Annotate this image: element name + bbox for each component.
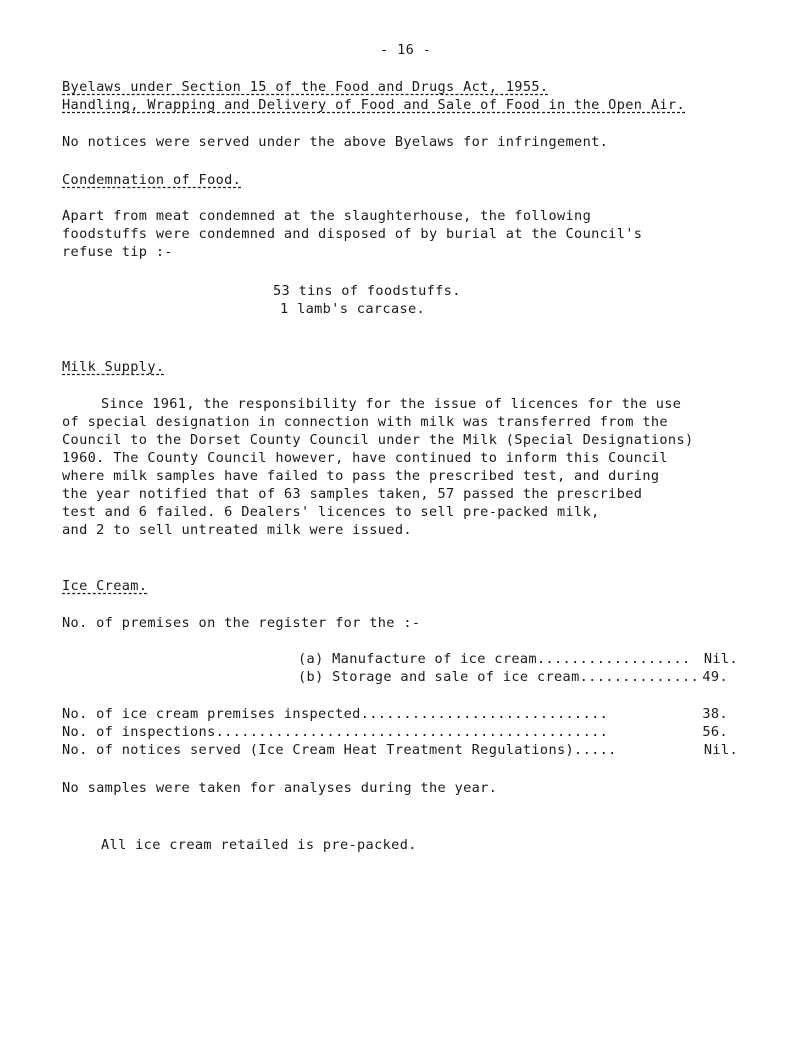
page-number: - 16 - [380,42,432,58]
register-value: Nil. [703,651,738,667]
register-intro: No. of premises on the register for the :- [62,615,421,631]
milk-para-line: test and 6 failed. 6 Dealers' licences to sell pre-packed milk, [62,504,600,520]
milk-para-line: and 2 to sell untreated milk were issued. [62,522,412,538]
milk-para-line: of special designation in connection with milk was transferred from the [62,414,668,430]
stats-value: 38. [702,706,728,722]
retail-text: All ice cream retailed is pre-packed. [101,837,417,853]
stats-value: 56. [702,724,728,740]
ice-cream-heading: Ice Cream. [62,578,148,594]
milk-para-line: Council to the Dorset County Council under the Milk (Special Designations) [62,432,694,448]
condemnation-heading: Condemnation of Food. [62,172,242,188]
milk-para-line: Since 1961, the responsibility for the issue of licences for the use [101,396,682,412]
milk-para-line: the year notified that of 63 samples taken, 57 passed the prescribed [62,486,643,502]
condemnation-para-line: foodstuffs were condemned and disposed of by burial at the Council's [62,226,643,242]
byelaws-subheading: Handling, Wrapping and Delivery of Food and Sale of Food in the Open Air. [62,97,685,113]
register-label: (b) Storage and sale of ice cream.............. [298,669,700,685]
milk-heading: Milk Supply. [62,359,165,375]
stats-value: Nil. [703,742,738,758]
milk-para-line: 1960. The County Council however, have continued to inform this Council [62,450,668,466]
condemned-item: 1 lamb's carcase. [280,301,426,317]
byelaws-text: No notices were served under the above Byelaws for infringement. [62,134,609,150]
register-label: (a) Manufacture of ice cream.................. [298,651,691,667]
condemned-item: 53 tins of foodstuffs. [273,283,461,299]
stats-label: No. of notices served (Ice Cream Heat Treatment Regulations)..... [62,742,617,758]
register-value: 49. [702,669,728,685]
condemnation-para-line: refuse tip :- [62,244,173,260]
stats-label: No. of ice cream premises inspected............................. [62,706,609,722]
samples-text: No samples were taken for analyses during the year. [62,780,498,796]
stats-label: No. of inspections.............................................. [62,724,609,740]
milk-para-line: where milk samples have failed to pass the prescribed test, and during [62,468,660,484]
byelaws-heading: Byelaws under Section 15 of the Food and Drugs Act, 1955. [62,79,549,95]
condemnation-para-line: Apart from meat condemned at the slaughterhouse, the following [62,208,592,224]
